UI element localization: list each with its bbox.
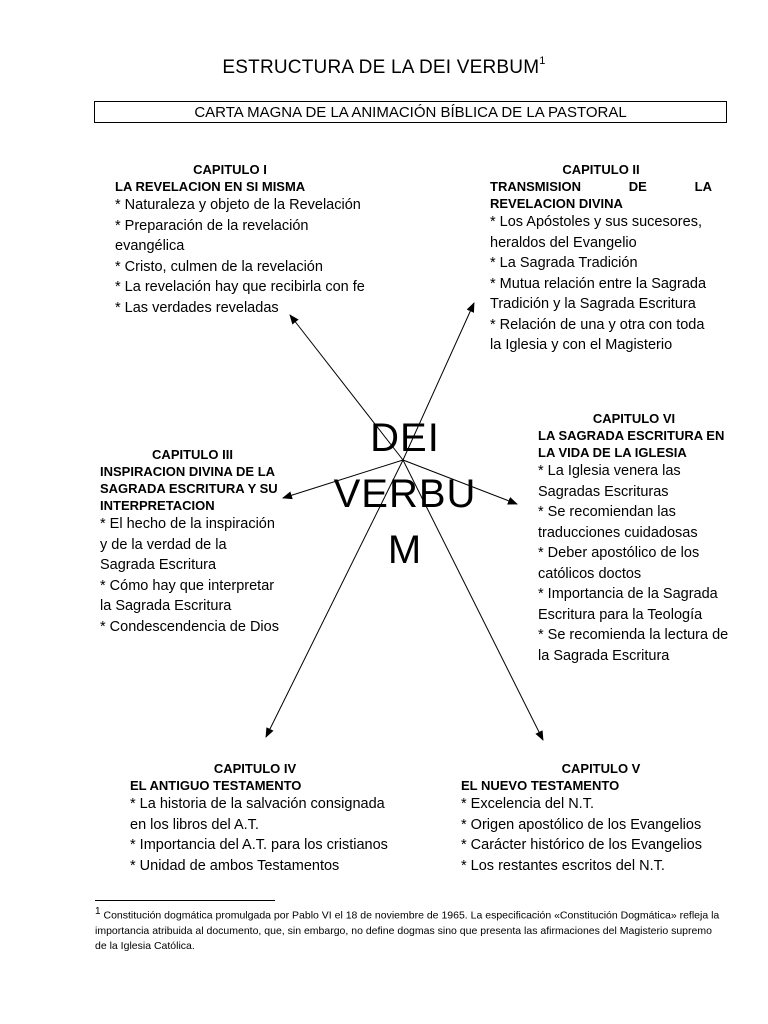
chapter-3-item: * Cómo hay que interpretar la Sagrada Escritura [100,577,275,614]
chapter-1-item: * Naturaleza y objeto de la Revelación [115,197,361,213]
chapter-4-item: * La historia de la salvación consignada en los libros del A.T. [130,796,385,833]
subtitle-text: CARTA MAGNA DE LA ANIMACIÓN BÍBLICA DE LA PASTORAL [194,104,627,121]
chapter-2-block [490,161,712,356]
center-line-3: M [387,528,423,572]
chapter-1-title: LA REVELACION EN SI MISMA [115,179,306,194]
chapter-6-item: * La Iglesia venera las Sagradas Escrituras [538,463,681,500]
chapter-1-item: * Cristo, culmen de la revelación [115,258,323,275]
chapter-1-block [115,161,370,318]
chapter-3-item: * El hecho de la inspiración y de la verdad de la Sagrada Escritura [100,516,275,573]
chapter-5-number: CAPITULO V [561,761,641,776]
chapter-4-item: * Importancia del A.T. para los cristianos [130,837,388,853]
center-line-2: VERBU [333,472,477,516]
chapter-1-item: * Las verdades reveladas [115,299,279,316]
page-title-text: ESTRUCTURA DE LA DEI VERBUM [222,57,540,78]
chapter-5-item: * Excelencia del N.T. [461,796,594,812]
chapter-6-number: CAPITULO VI [592,411,676,426]
chapter-6-item: * Se recomiendan las traducciones cuidadosas [538,504,698,541]
chapter-2-item: * Mutua relación entre la Sagrada Tradición y la Sagrada Escritura [490,275,707,312]
chapter-5-title: EL NUEVO TESTAMENTO [461,778,620,793]
chapter-6-item: * Deber apostólico de los católicos doctos [538,545,700,582]
chapter-5-item: * Los restantes escritos del N.T. [461,857,665,874]
chapter-1-item: * La revelación hay que recibirla con fe [115,279,365,295]
chapter-4-block [130,760,400,876]
chapter-2-title-line1: TRANSMISION DE LA [490,179,712,194]
chapter-6-title: LA SAGRADA ESCRITURA EN LA VIDA DE LA IGLESIA [538,428,725,460]
footnote [95,904,725,954]
chapter-3-block [100,446,285,637]
chapter-3-number: CAPITULO III [152,447,233,462]
chapter-1-number: CAPITULO I [193,162,267,177]
chapter-4-number: CAPITULO IV [213,761,297,776]
footnote-rule [95,900,275,901]
dei-verbum-center [330,410,480,578]
chapter-1-item: * Preparación de la revelación evangélica [115,217,309,254]
chapter-2-item: * Relación de una y otra con toda la Iglesia y con el Magisterio [490,316,705,353]
chapter-2-item: * La Sagrada Tradición [490,255,638,271]
chapter-5-item: * Carácter histórico de los Evangelios [461,837,702,853]
chapter-4-title: EL ANTIGUO TESTAMENTO [130,778,302,793]
chapter-2-title [490,178,712,212]
footnote-marker: 1 [95,906,101,917]
chapter-3-item: * Condescendencia de Dios [100,618,279,635]
title-footnote-marker: 1 [539,55,546,67]
chapter-2-title-line2: REVELACION DIVINA [490,196,623,211]
chapter-4-item: * Unidad de ambos Testamentos [130,857,340,874]
chapter-6-item: * Se recomienda la lectura de la Sagrada Escritura [538,627,729,664]
chapter-2-item: * Los Apóstoles y sus sucesores, heraldos del Evangelio [490,214,702,251]
chapter-5-block [461,760,741,876]
chapter-2-number: CAPITULO II [562,162,640,177]
chapter-6-item: * Importancia de la Sagrada Escritura para la Teología [538,586,718,623]
footnote-text: Constitución dogmática promulgada por Pablo VI el 18 de noviembre de 1965. La especificación «Constitución Dogmática» refleja la importancia atribuida al documento, que, sin embargo, no define dogmas sino que presenta las afirmaciones del Magisterio supremo de la Iglesia Católica. [95,909,720,952]
center-line-1: DEI [370,416,440,460]
chapter-6-block [538,410,730,666]
chapter-5-item: * Origen apostólico de los Evangelios [461,816,702,833]
chapter-3-title: INSPIRACION DIVINA DE LA SAGRADA ESCRITURA Y SU INTERPRETACION [100,464,278,513]
